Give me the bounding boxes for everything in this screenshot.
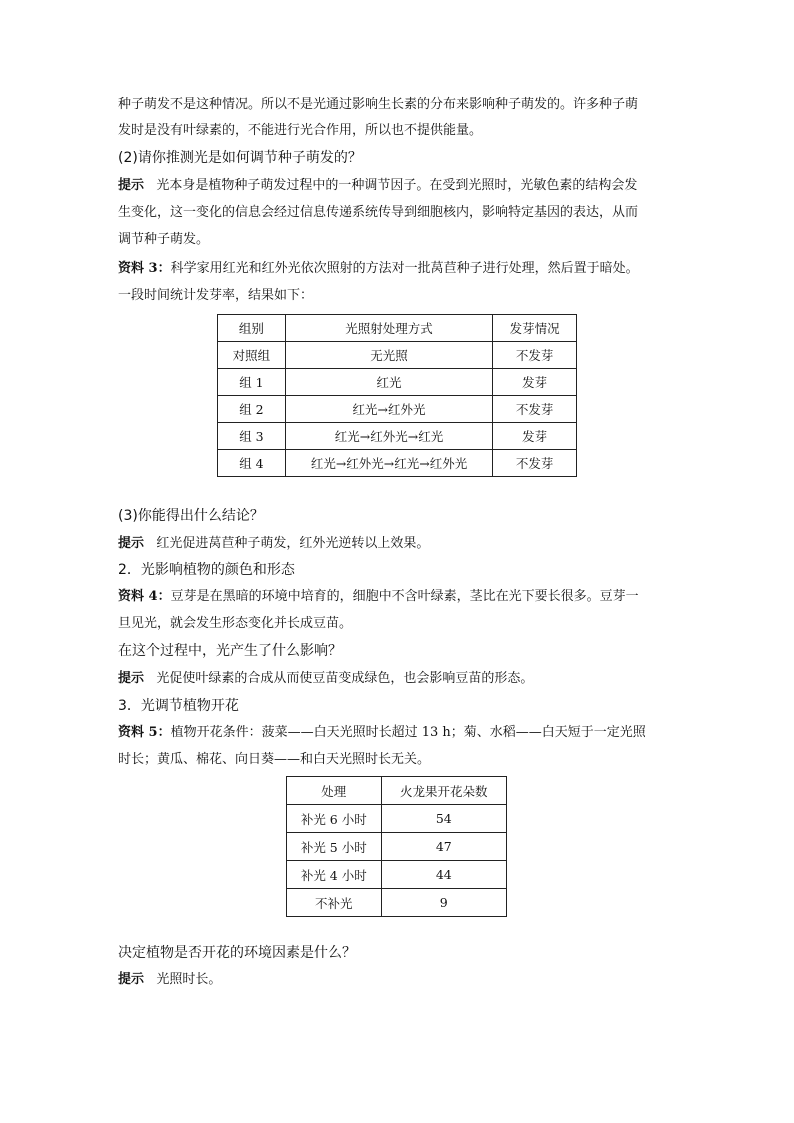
- table-cell: 补光 4 小时: [287, 861, 382, 889]
- table-row: [218, 423, 577, 450]
- paragraph-line: 一段时间统计发芽率，结果如下：: [118, 288, 314, 303]
- table-cell: 组 1: [218, 369, 286, 396]
- table-cell: 发芽: [493, 423, 577, 450]
- table-cell: 不补光: [287, 889, 382, 917]
- table-row: [287, 805, 507, 833]
- question-4: 在这个过程中，光产生了什么影响？: [118, 643, 342, 659]
- table-cell: 无光照: [285, 342, 492, 369]
- table-row: [218, 450, 577, 477]
- hint-label: 提示: [118, 671, 145, 686]
- table-cell: 组 2: [218, 396, 286, 423]
- table-cell: 组 3: [218, 423, 286, 450]
- table-row: [287, 833, 507, 861]
- table-header-row: [287, 777, 507, 805]
- hint-label: 提示: [118, 178, 145, 193]
- table-cell: 红光→红外光→红光→红外光: [285, 450, 492, 477]
- hint-paragraph: [118, 669, 683, 689]
- paragraph-line: 时长；黄瓜、棉花、向日葵——和白天光照时长无关。: [118, 752, 431, 767]
- hint-text: 光促使叶绿素的合成从而使豆苗变成绿色，也会影响豆苗的形态。: [156, 671, 534, 686]
- hint-text: 光照时长。: [156, 972, 222, 987]
- question-3: (3)你能得出什么结论？: [118, 508, 264, 524]
- hint-paragraph: [118, 970, 683, 990]
- paragraph-line: 种子萌发不是这种情况。所以不是光通过影响生长素的分布来影响种子萌发的。许多种子萌: [118, 97, 639, 112]
- hint-label: 提示: [118, 536, 145, 551]
- material-label: 资料 3：: [118, 261, 171, 276]
- germination-table: [217, 314, 577, 477]
- table-cell: 不发芽: [493, 396, 577, 423]
- table-cell: 47: [381, 833, 506, 861]
- table-cell: 对照组: [218, 342, 286, 369]
- table-cell: 不发芽: [493, 450, 577, 477]
- table-cell: 红光→红外光: [285, 396, 492, 423]
- material-4: [118, 587, 683, 607]
- table-cell: 红光→红外光→红光: [285, 423, 492, 450]
- paragraph-line: 调节种子萌发。: [118, 232, 210, 247]
- hint-paragraph: [118, 176, 683, 196]
- hint-label: 提示: [118, 972, 145, 987]
- flowering-table: [286, 776, 507, 917]
- table-cell: 不发芽: [493, 342, 577, 369]
- question-2: (2)请你推测光是如何调节种子萌发的？: [118, 150, 362, 166]
- table-header-cell: 光照射处理方式: [285, 315, 492, 342]
- paragraph-line: 生变化，这一变化的信息会经过信息传递系统传导到细胞核内，影响特定基因的表达，从而: [118, 205, 639, 220]
- hint-paragraph: [118, 534, 683, 554]
- section-heading-3: 3．光调节植物开花: [118, 698, 239, 714]
- paragraph-line: 发时是没有叶绿素的，不能进行光合作用，所以也不提供能量。: [118, 123, 483, 138]
- table-row: [218, 369, 577, 396]
- table-cell: 组 4: [218, 450, 286, 477]
- table-row: [218, 342, 577, 369]
- material-3: [118, 259, 683, 279]
- table-cell: 补光 6 小时: [287, 805, 382, 833]
- material-label: 资料 4：: [118, 589, 171, 604]
- hint-text: 光本身是植物种子萌发过程中的一种调节因子。在受到光照时，光敏色素的结构会发: [156, 178, 638, 193]
- table-row: [287, 889, 507, 917]
- material-label: 资料 5：: [118, 725, 171, 740]
- table-header-cell: 处理: [287, 777, 382, 805]
- table-cell: 44: [381, 861, 506, 889]
- table-cell: 红光: [285, 369, 492, 396]
- table-cell: 9: [381, 889, 506, 917]
- material-text: 豆芽是在黑暗的环境中培育的，细胞中不含叶绿素，茎比在光下要长很多。豆芽一: [170, 589, 639, 604]
- section-heading-2: 2．光影响植物的颜色和形态: [118, 562, 295, 578]
- table-header-row: [218, 315, 577, 342]
- material-5: [118, 723, 683, 743]
- material-text: 科学家用红光和红外光依次照射的方法对一批莴苣种子进行处理，然后置于暗处。: [170, 261, 639, 276]
- table-header-cell: 发芽情况: [493, 315, 577, 342]
- question-5: 决定植物是否开花的环境因素是什么？: [118, 945, 356, 961]
- table-header-cell: 组别: [218, 315, 286, 342]
- table-header-cell: 火龙果开花朵数: [381, 777, 506, 805]
- material-text: 植物开花条件：菠菜——白天光照时长超过 13 h；菊、水稻——白天短于一定光照: [170, 725, 646, 740]
- table-cell: 54: [381, 805, 506, 833]
- table-row: [218, 396, 577, 423]
- table-cell: 补光 5 小时: [287, 833, 382, 861]
- table-row: [287, 861, 507, 889]
- table-cell: 发芽: [493, 369, 577, 396]
- hint-text: 红光促进莴苣种子萌发，红外光逆转以上效果。: [156, 536, 430, 551]
- paragraph-line: 旦见光，就会发生形态变化并长成豆苗。: [118, 616, 353, 631]
